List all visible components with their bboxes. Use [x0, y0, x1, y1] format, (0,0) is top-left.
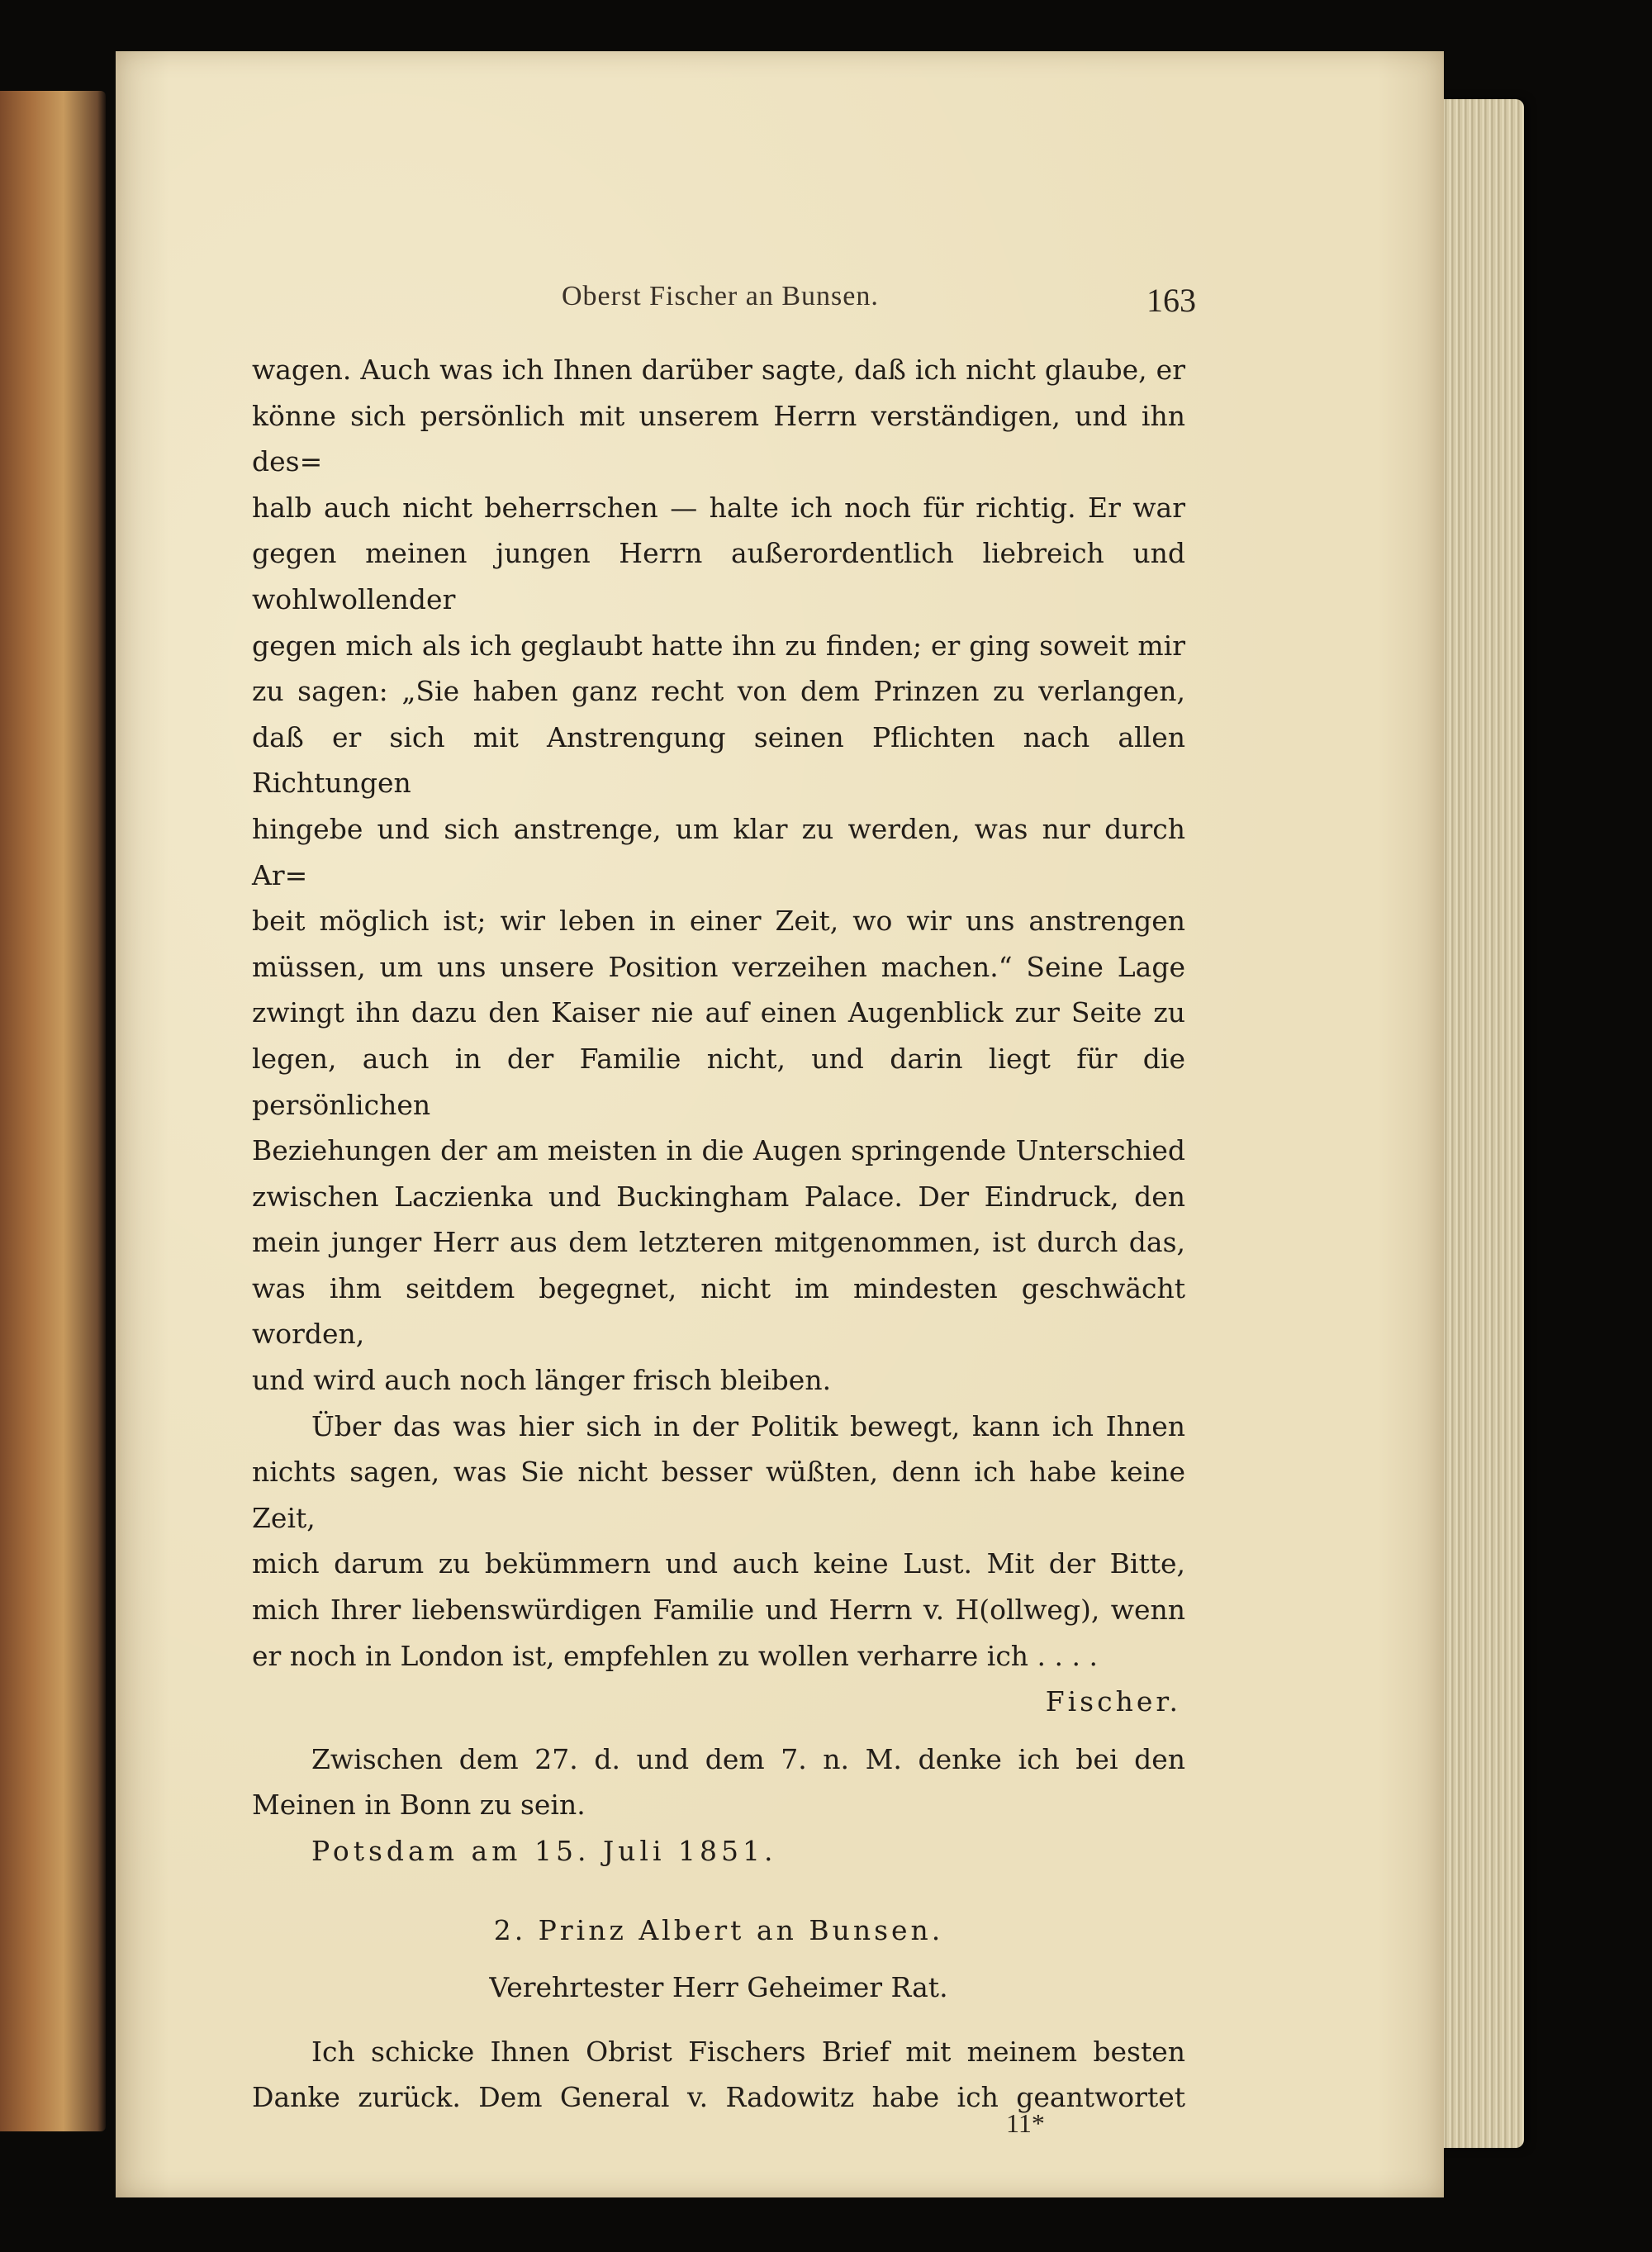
text-line: legen, auch in der Familie nicht, und darin liegt für die persönlichen [252, 1042, 1185, 1121]
letter-2-body [252, 2029, 1185, 2121]
text-line: mein junger Herr aus dem letzteren mitgenommen, ist durch das, [252, 1226, 1185, 1259]
text-line: halb auch nicht beherrschen — halte ich noch für richtig. Er war [252, 491, 1185, 524]
running-head: Oberst Fischer an Bunsen. [562, 281, 879, 311]
signature: Fischer. [1045, 1685, 1181, 1718]
text-line: daß er sich mit Anstrengung seinen Pflichten nach allen Richtungen [252, 720, 1185, 800]
text-line: nichts sagen, was Sie nicht besser wüßten, denn ich habe keine Zeit, [252, 1456, 1185, 1534]
postscript [252, 1737, 1185, 1828]
letter-heading: 2. Prinz Albert an Bunsen. [493, 1913, 944, 1946]
text-line: wagen. Auch was ich Ihnen darüber sagte, daß ich nicht glaube, er [252, 354, 1185, 386]
text-line: zu sagen: „Sie haben ganz recht von dem Prinzen zu verlangen, [252, 675, 1185, 708]
text-line: zwingt ihn dazu den Kaiser nie auf einen Augenblick zur Seite zu [252, 996, 1185, 1029]
text-line: was ihm seitdem begegnet, nicht im mindesten geschwächt worden, [252, 1271, 1185, 1351]
text-line: müssen, um uns unsere Position verzeihen machen.“ Seine Lage [252, 950, 1185, 983]
text-line: Über das was hier sich in der Politik bewegt, kann ich Ihnen [311, 1409, 1185, 1442]
text-line: Meinen in Bonn zu sein. [252, 1789, 586, 1822]
place-date: Potsdam am 15. Juli 1851. [311, 1835, 777, 1867]
page-stack-edge [1441, 99, 1524, 2148]
paragraph-1 [252, 347, 1185, 1404]
text-line: könne sich persönlich mit unserem Herrn verständigen, und ihn des= [252, 399, 1185, 478]
text-line: hingebe und sich anstrenge, um klar zu werden, was nur durch Ar= [252, 812, 1185, 891]
letter-salutation: Verehrtester Herr Geheimer Rat. [489, 1971, 948, 2004]
sheet-signature: 11* [1006, 2108, 1045, 2138]
text-line: Zwischen dem 27. d. und dem 7. n. M. denke ich bei den [311, 1742, 1185, 1775]
text-line: zwischen Laczienka und Buckingham Palace. Der Eindruck, den [252, 1180, 1185, 1213]
text-line: gegen mich als ich geglaubt hatte ihn zu finden; er ging soweit mir [252, 629, 1185, 662]
text-line: er noch in London ist, empfehlen zu wollen verharre ich . . . . [252, 1639, 1098, 1672]
text-line: und wird auch noch länger frisch bleiben. [252, 1364, 832, 1397]
text-line: Beziehungen der am meisten in die Augen springende Unterschied [252, 1134, 1185, 1167]
text-line: beit möglich ist; wir leben in einer Zeit, wo wir uns anstrengen [252, 905, 1185, 938]
page-number: 163 [1146, 282, 1196, 319]
paragraph-2 [252, 1404, 1185, 1679]
left-page-edge [0, 91, 106, 2131]
text-line: Danke zurück. Dem General v. Radowitz habe ich geantwortet [252, 2081, 1185, 2114]
page-body [252, 347, 1185, 2121]
text-line: gegen meinen jungen Herrn außerordentlich liebreich und wohlwollender [252, 537, 1185, 615]
text-line: mich Ihrer liebenswürdigen Familie und Herrn v. H(ollweg), wenn [252, 1594, 1185, 1627]
text-line: Ich schicke Ihnen Obrist Fischers Brief mit meinem besten [311, 2035, 1185, 2068]
text-line: mich darum zu bekümmern und auch keine Lust. Mit der Bitte, [252, 1547, 1185, 1580]
